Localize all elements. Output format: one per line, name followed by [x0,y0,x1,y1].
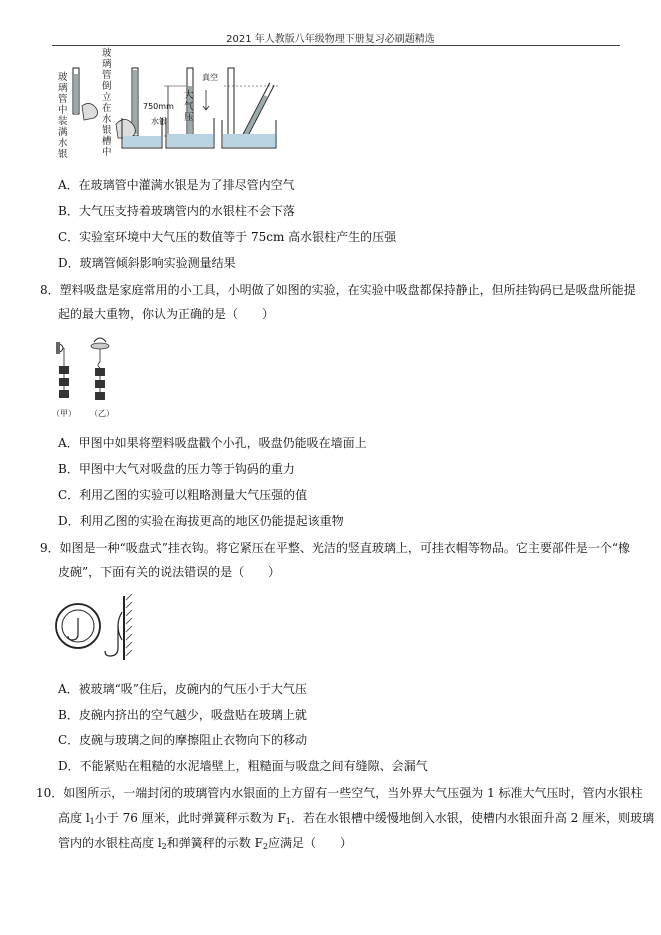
q9-option-c: C．皮碗与玻璃之间的摩擦阻止衣物向下的移动 [58,733,308,747]
figure-label-mercury: 水银 [151,117,167,126]
figure-label-vacuum: 真空 [202,73,218,82]
q10-line2 [58,809,654,826]
q10-line3-part-a: 管内的水银柱高度 l [58,836,162,850]
q9-stem-line1: 9．如图是一种“吸盘式”挂衣钩。将它紧压在平整、光洁的竖直玻璃上，可挂衣帽等物品。它主要部件是一个“橡 [40,541,631,555]
page-header: 2021 年人教版八年级物理下册复习必刷题精选 [226,34,435,45]
figure-label-pressure: 大气压 [184,90,194,123]
q9-option-d: D．不能紧贴在粗糙的水泥墙壁上，粗糙面与吸盘之间有缝隙、会漏气 [58,759,428,773]
q10-line2-part-c: ．若在水银槽中缓慢地倒入水银，使槽内水银面升高 2 厘米，则玻璃 [290,811,655,825]
q7-option-b: B．大气压支持着玻璃管内的水银柱不会下落 [58,204,295,218]
torricelli-figure [56,46,286,162]
q9-option-b: B．皮碗内挤出的空气越少，吸盘贴在玻璃上就 [58,708,307,722]
hook-figure [52,590,162,666]
figure-label-jia: （甲） [52,409,76,418]
q10-line3-sub2: 2 [262,842,268,851]
q10-line3-part-c: 应满足（ ） [268,836,353,850]
q9-option-a: A．被玻璃“吸”住后，皮碗内的气压小于大气压 [58,682,307,696]
q8-option-d: D．利用乙图的实验在海拔更高的地区仍能提起该重物 [58,514,344,528]
q7-option-c: C．实验室环境中大气压的数值等于 75cm 高水银柱产生的压强 [58,230,397,244]
figure-label-yi: （乙） [90,409,114,418]
q8-option-c: C．利用乙图的实验可以粗略测量大气压强的值 [58,488,308,502]
q10-line2-sub1: 1 [89,817,95,826]
figure-label-height: 750mm [143,102,174,111]
q8-stem-line2: 起的最大重物，你认为正确的是（ ） [58,307,275,321]
suction-cup-figure [50,332,130,422]
q8-option-a: A．甲图中如果将塑料吸盘戳个小孔，吸盘仍能吸在墙面上 [58,436,367,450]
q10-line2-part-b: 小于 76 厘米，此时弹簧秤示数为 F [94,811,286,825]
q10-line3-sub1: 2 [161,842,167,851]
q7-option-d: D．玻璃管倾斜影响实验测量结果 [58,256,236,270]
q8-option-b: B．甲图中大气对吸盘的压力等于钩码的重力 [58,462,295,476]
q10-line3 [58,834,352,851]
q10-line3-part-b: 和弹簧秤的示数 F [166,836,263,850]
q10-line2-sub2: 1 [285,817,291,826]
hook-drawing [52,590,162,666]
q7-option-a: A．在玻璃管中灌满水银是为了排尽管内空气 [58,178,295,192]
q10-line1: 10．如图所示，一端封闭的玻璃管内水银面的上方留有一些空气，当外界大气压强为 1 标准大气压时，管内水银柱 [36,786,643,800]
figure-label-invert: 玻璃管倒立在水银槽中 [102,48,112,158]
q9-stem-line2: 皮碗”，下面有关的说法错误的是（ ） [58,565,281,579]
q10-line2-part-a: 高度 l [58,811,90,825]
q8-stem-line1: 8．塑料吸盘是家庭常用的小工具，小明做了如图的实验，在实验中吸盘都保持静止，但所挂钩码已是吸盘所能提 [40,283,636,297]
figure-label-fill: 玻璃管中装满水银 [58,72,68,160]
